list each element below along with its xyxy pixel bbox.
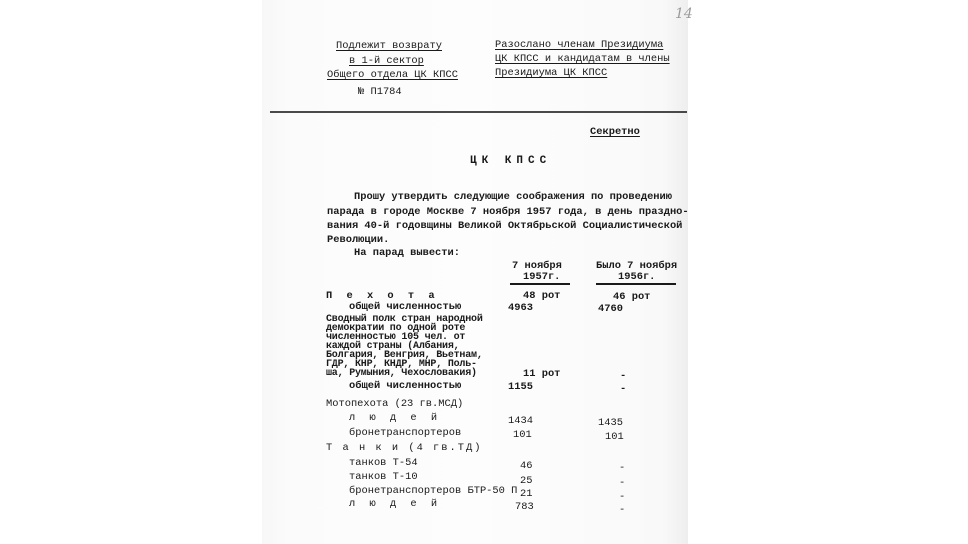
row-label-combined-regiment-5: Болгария, Венгрия, Вьетнам, [326,350,483,361]
row-label-tank-people: л ю д е й [349,498,442,510]
registration-number: № П1784 [358,86,402,98]
column-1957-underline [510,283,570,285]
row-infantry-total-1956: 4760 [598,303,623,315]
row-t10-1956: - [619,477,626,489]
row-label-motor-apc: бронетранспортеров [349,427,462,439]
row-label-infantry-total: общей численностью [349,301,462,313]
row-label-combined-regiment-3: численностью 105 чел. от [326,332,466,343]
row-infantry-1957: 48 рот [523,290,561,302]
page-fold-line [270,111,687,113]
intro-line-1: Прошу утвердить следующие соображения по проведению [354,191,673,203]
row-label-motor-infantry: Мотопехота (23 гв.МСД) [326,398,464,410]
row-motor-people-1957: 1434 [508,415,533,427]
row-t10-1957: 25 [520,475,533,487]
row-label-infantry: П е х о т а [326,290,439,302]
intro-lead: На парад вывести: [354,247,461,259]
stamp-left-line-2: в 1-й сектор [349,55,424,67]
row-label-combined-total: общей численностью [349,380,462,392]
intro-line-4: Революции. [327,234,390,246]
page-number: 14 [675,6,693,22]
column-1956-underline [596,283,676,285]
row-btr50-1957: 21 [520,488,533,500]
row-label-tanks: Т а н к и (4 гв.ТД) [326,442,483,454]
row-motor-people-1956: 1435 [598,417,623,429]
intro-line-2: парада в городе Москве 7 ноября 1957 года, в день праздно- [327,206,689,218]
row-combined-total-1957: 1155 [508,381,533,393]
row-label-combined-regiment-1: Сводный полк стран народной [326,314,483,325]
row-t54-1956: - [619,462,626,474]
column-1957-line-2: 1957г. [523,271,561,283]
row-label-btr50: бронетранспортеров БТР-50 П [349,485,518,497]
column-1957-line-1: 7 ноября [512,260,562,272]
row-label-combined-regiment-7: ша, Румыния, Чехословакия) [326,368,477,379]
row-label-combined-regiment-6: ГДР, КНР, КНДР, МНР, Поль- [326,359,477,370]
stamp-left-line-3: Общего отдела ЦК КПСС [327,69,458,81]
column-1956-line-1: Было 7 ноября [596,260,678,272]
row-combined-regiment-1957: 11 рот [523,368,561,380]
row-label-t10: танков Т-10 [349,471,418,483]
row-label-combined-regiment-4: каждой страны (Албания, [326,341,460,352]
column-1956-line-2: 1956г. [618,271,656,283]
row-label-t54: танков Т-54 [349,457,418,469]
row-label-combined-regiment-2: демократии по одной роте [326,323,466,334]
row-btr50-1956: - [619,491,626,503]
row-combined-total-1956: - [620,383,627,395]
row-tank-people-1956: - [619,504,626,516]
row-t54-1957: 46 [520,460,533,472]
row-combined-regiment-1956: - [620,370,627,382]
stamp-right-line-1: Разослано членам Президиума [495,39,664,51]
addressee-heading: ЦК КПСС [470,155,552,167]
stamp-left-line-1: Подлежит возврату [336,40,443,52]
stamp-right-line-2: ЦК КПСС и кандидатам в члены [495,53,670,65]
classification-label: Секретно [590,126,640,138]
row-infantry-1956: 46 рот [613,291,651,303]
row-tank-people-1957: 783 [515,501,534,513]
row-label-motor-people: л ю д е й [349,412,442,424]
row-motor-apc-1957: 101 [513,429,532,441]
intro-line-3: вания 40-й годовщины Великой Октябрьской Социалистической [327,220,683,232]
row-motor-apc-1956: 101 [605,431,624,443]
stamp-right-line-3: Президиума ЦК КПСС [495,67,608,79]
row-infantry-total-1957: 4963 [508,302,533,314]
